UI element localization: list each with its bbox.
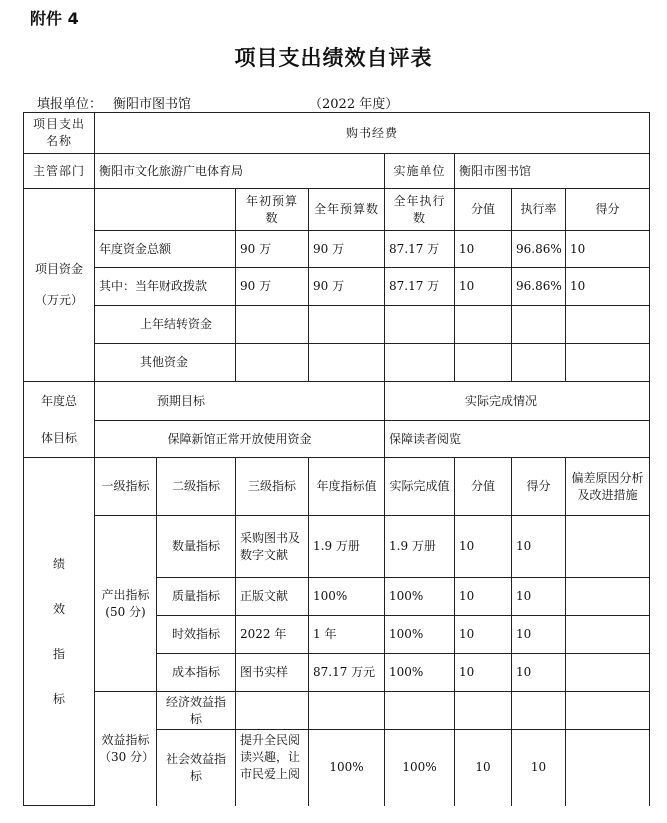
benefit-points: （30 分） <box>99 749 155 764</box>
perf-note <box>566 516 650 578</box>
perf-header-score: 得分 <box>512 458 566 516</box>
output-indicator-cell <box>95 516 157 692</box>
perf-label-cell <box>24 458 95 806</box>
perf-actual: 100% <box>385 730 455 806</box>
perf-label-char: 绩 <box>52 556 65 571</box>
department-label: 主管部门 <box>24 154 95 189</box>
funds-row-rate: 96.86% <box>512 268 566 306</box>
funds-row-rate <box>512 306 566 344</box>
perf-label-char: 标 <box>52 691 65 706</box>
funds-row-rate: 96.86% <box>512 231 566 268</box>
perf-actual: 100% <box>385 578 455 616</box>
perf-l3 <box>236 692 309 730</box>
benefit-indicator-cell <box>95 692 157 806</box>
funds-row-initial: 90 万 <box>236 231 309 268</box>
funds-header-score: 得分 <box>566 189 650 231</box>
perf-weight: 10 <box>455 578 512 616</box>
goal-label-top: 年度总 <box>24 382 95 421</box>
funds-header-weight: 分值 <box>455 189 512 231</box>
perf-header-weight: 分值 <box>455 458 512 516</box>
output-label: 产出指标 <box>101 587 150 602</box>
funds-row-annual <box>309 344 385 382</box>
funds-row-score <box>566 306 650 344</box>
funds-header-rate: 执行率 <box>512 189 566 231</box>
perf-l2: 数量指标 <box>157 516 236 578</box>
perf-row-economic <box>24 692 650 730</box>
perf-l3: 2022 年 <box>236 616 309 654</box>
perf-target <box>309 692 385 730</box>
funds-row-name: 上年结转资金 <box>95 306 236 344</box>
perf-header-target: 年度指标值 <box>309 458 385 516</box>
perf-actual: 100% <box>385 654 455 692</box>
perf-target: 1 年 <box>309 616 385 654</box>
perf-l2: 社会效益指标 <box>157 730 236 806</box>
fill-unit-value: 衡阳市图书馆 <box>113 97 192 112</box>
perf-score: 10 <box>512 516 566 578</box>
perf-target: 100% <box>309 578 385 616</box>
perf-score: 10 <box>512 730 566 806</box>
perf-score: 10 <box>512 654 566 692</box>
perf-actual <box>385 692 455 730</box>
implementer-value: 衡阳市图书馆 <box>455 154 650 189</box>
funds-row-name: 其他资金 <box>95 344 236 382</box>
goal-expected-header: 预期目标 <box>95 382 385 421</box>
funds-row-executed <box>385 344 455 382</box>
perf-target: 100% <box>309 730 385 806</box>
funds-header-initial: 年初预算数 <box>236 189 309 231</box>
perf-header-actual: 实际完成值 <box>385 458 455 516</box>
funds-row-score: 10 <box>566 268 650 306</box>
perf-header-deviation: 偏差原因分析及改进措施 <box>566 458 650 516</box>
funds-row-weight <box>455 306 512 344</box>
attachment-label: 附件 4 <box>30 9 79 28</box>
perf-weight: 10 <box>455 654 512 692</box>
project-name-row <box>24 113 650 154</box>
perf-l2: 经济效益指标 <box>157 692 236 730</box>
perf-weight <box>455 692 512 730</box>
perf-l3: 正版文献 <box>236 578 309 616</box>
funds-row-other <box>24 344 650 382</box>
goal-header-row <box>24 382 650 421</box>
goal-actual-value: 保障读者阅览 <box>385 421 650 458</box>
perf-label-char: 指 <box>52 646 65 661</box>
perf-header-l2: 二级指标 <box>157 458 236 516</box>
output-points: (50 分) <box>105 604 146 619</box>
funds-unit: （万元） <box>34 293 83 307</box>
funds-row-name: 其中：当年财政拨款 <box>95 268 236 306</box>
perf-score: 10 <box>512 616 566 654</box>
perf-l3: 图书实样 <box>236 654 309 692</box>
perf-note <box>566 578 650 616</box>
funds-row-score <box>566 344 650 382</box>
perf-l3: 提升全民阅读兴趣，让市民爱上阅 <box>236 730 309 806</box>
perf-header-l1: 一级指标 <box>95 458 157 516</box>
perf-header-row <box>24 458 650 516</box>
funds-row-executed: 87.17 万 <box>385 231 455 268</box>
perf-header-l3: 三级指标 <box>236 458 309 516</box>
funds-row-initial <box>236 306 309 344</box>
perf-weight: 10 <box>455 516 512 578</box>
evaluation-table <box>23 112 650 806</box>
department-row <box>24 154 650 189</box>
implementer-label: 实施单位 <box>385 154 455 189</box>
perf-score <box>512 692 566 730</box>
perf-target: 87.17 万元 <box>309 654 385 692</box>
funds-row-weight: 10 <box>455 231 512 268</box>
funds-row-annual <box>309 306 385 344</box>
perf-note <box>566 692 650 730</box>
perf-actual: 1.9 万册 <box>385 516 455 578</box>
fill-unit-label: 填报单位： <box>37 97 103 112</box>
perf-target: 1.9 万册 <box>309 516 385 578</box>
goal-actual-header: 实际完成情况 <box>385 382 650 421</box>
funds-row-initial: 90 万 <box>236 268 309 306</box>
funds-row-weight <box>455 344 512 382</box>
perf-weight: 10 <box>455 730 512 806</box>
goal-label-bottom: 体目标 <box>24 421 95 458</box>
funds-header-executed: 全年执行数 <box>385 189 455 231</box>
perf-row-quantity <box>24 516 650 578</box>
perf-score: 10 <box>512 578 566 616</box>
page-title: 项目支出绩效自评表 <box>234 46 433 70</box>
funds-header-annual: 全年预算数 <box>309 189 385 231</box>
funds-row-initial <box>236 344 309 382</box>
funds-row-fiscal <box>24 268 650 306</box>
goal-value-row <box>24 421 650 458</box>
funds-row-rate <box>512 344 566 382</box>
perf-l2: 质量指标 <box>157 578 236 616</box>
perf-weight: 10 <box>455 616 512 654</box>
funds-row-executed <box>385 306 455 344</box>
funds-label-cell <box>24 189 95 382</box>
department-value: 衡阳市文化旅游广电体育局 <box>95 154 385 189</box>
project-name-value: 购书经费 <box>95 113 650 154</box>
project-name-label: 项目支出名称 <box>24 113 95 154</box>
perf-l2: 时效指标 <box>157 616 236 654</box>
funds-row-annual: 90 万 <box>309 268 385 306</box>
funds-row-carryover <box>24 306 650 344</box>
funds-row-weight: 10 <box>455 268 512 306</box>
goal-expected-value: 保障新馆正常开放使用资金 <box>95 421 385 458</box>
perf-l2: 成本指标 <box>157 654 236 692</box>
benefit-label: 效益指标 <box>101 732 150 747</box>
perf-actual: 100% <box>385 616 455 654</box>
perf-label-char: 效 <box>52 601 65 616</box>
funds-row-name: 年度资金总额 <box>95 231 236 268</box>
funds-header-row <box>24 189 650 231</box>
funds-row-executed: 87.17 万 <box>385 268 455 306</box>
funds-label: 项目资金 <box>34 262 83 276</box>
perf-l3: 采购图书及数字文献 <box>236 516 309 578</box>
perf-note <box>566 730 650 806</box>
perf-note <box>566 616 650 654</box>
funds-row-annual: 90 万 <box>309 231 385 268</box>
funds-header-blank <box>95 189 236 231</box>
perf-note <box>566 654 650 692</box>
report-year: （2022 年度） <box>309 97 399 112</box>
funds-row-score: 10 <box>566 231 650 268</box>
funds-row-total <box>24 231 650 268</box>
